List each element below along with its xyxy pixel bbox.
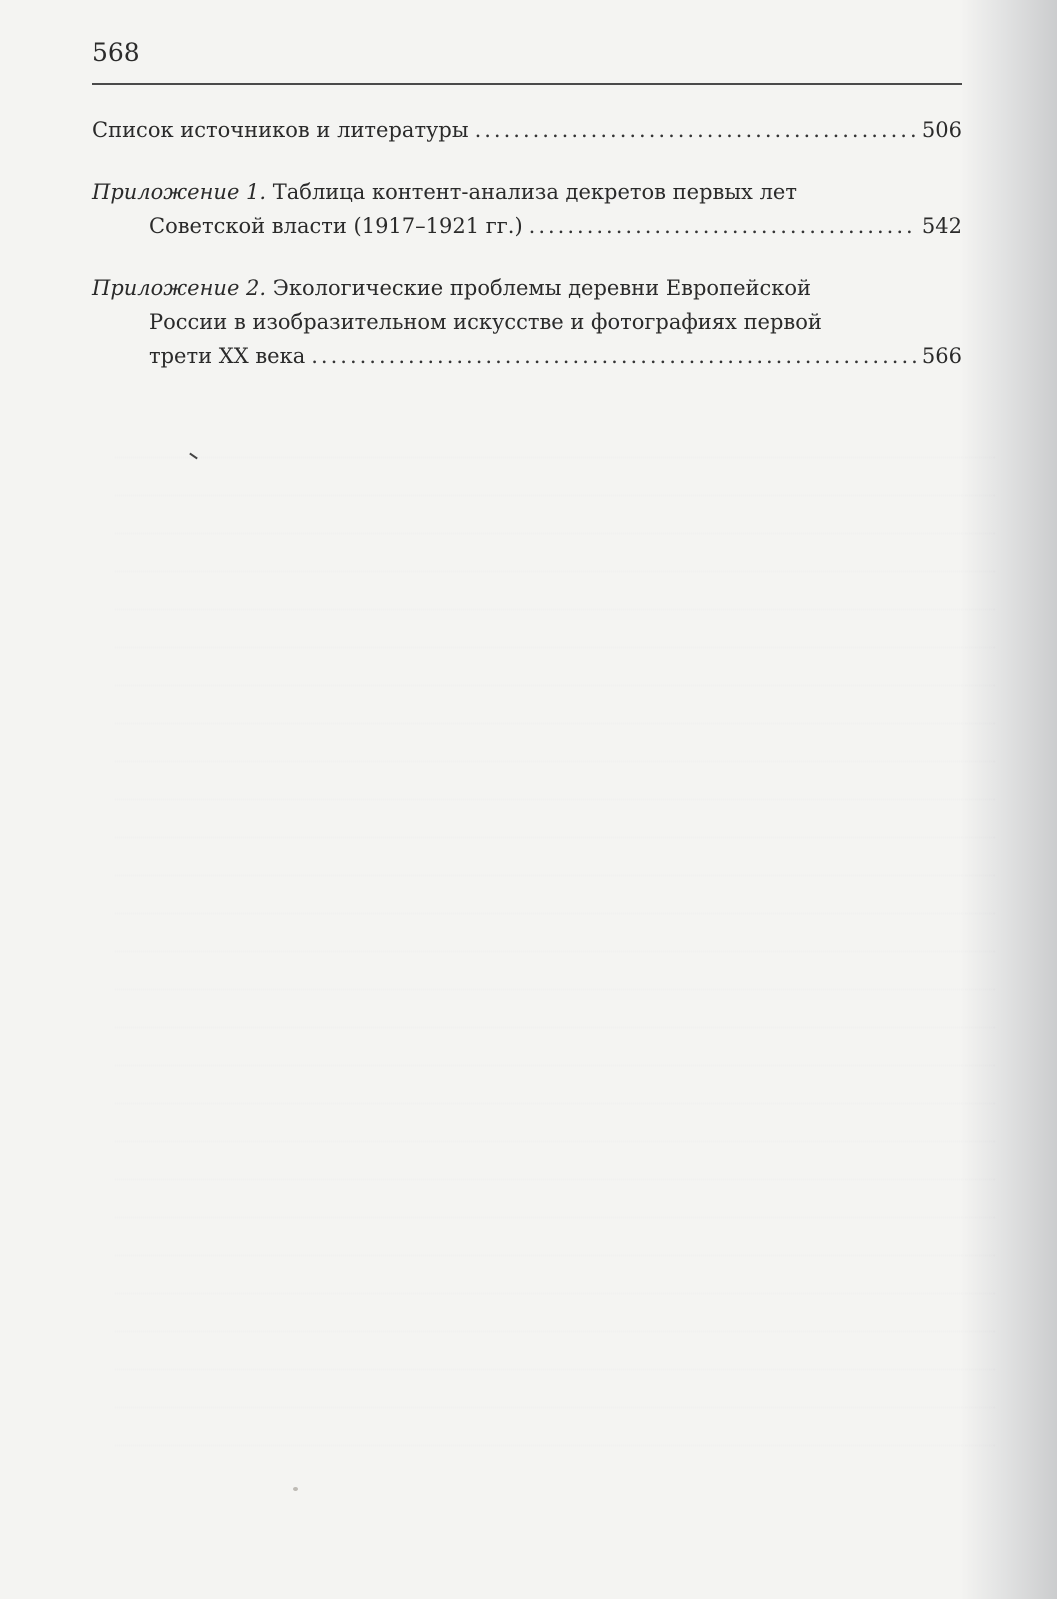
show-through-text xyxy=(115,420,995,1470)
toc-page-number: 506 xyxy=(921,118,962,142)
toc-entry-appendix-1[interactable] xyxy=(92,175,962,243)
toc-entry-title: Экологические проблемы деревни Европейской xyxy=(272,276,812,300)
toc-entry-title: Таблица контент-анализа декретов первых лет xyxy=(272,180,797,204)
toc-entry-title-continued: России в изобразительном искусстве и фотографиях первой xyxy=(149,310,822,334)
toc-line xyxy=(92,271,962,305)
toc-entry-title-continued: трети XX века xyxy=(149,344,306,368)
toc-entry-appendix-2[interactable] xyxy=(92,271,962,373)
toc-line xyxy=(92,113,962,147)
dot-leader xyxy=(529,209,916,243)
toc-line xyxy=(92,209,962,243)
table-of-contents xyxy=(92,113,962,401)
toc-entry-sources[interactable] xyxy=(92,113,962,147)
appendix-label: Приложение 2. xyxy=(92,276,267,300)
dot-leader xyxy=(475,113,916,147)
toc-line xyxy=(92,305,962,339)
paper-speck xyxy=(293,1487,298,1491)
appendix-label: Приложение 1. xyxy=(92,180,267,204)
toc-entry-title: Список источников и литературы xyxy=(92,118,469,142)
toc-page-number: 566 xyxy=(921,344,962,368)
toc-line xyxy=(92,175,962,209)
header-rule xyxy=(92,83,962,85)
toc-line xyxy=(92,339,962,373)
dot-leader xyxy=(311,339,916,373)
toc-entry-title-continued: Советской власти (1917–1921 гг.) xyxy=(149,214,523,238)
toc-page-number: 542 xyxy=(921,214,962,238)
page-number: 568 xyxy=(92,38,140,67)
pencil-mark xyxy=(189,453,198,460)
